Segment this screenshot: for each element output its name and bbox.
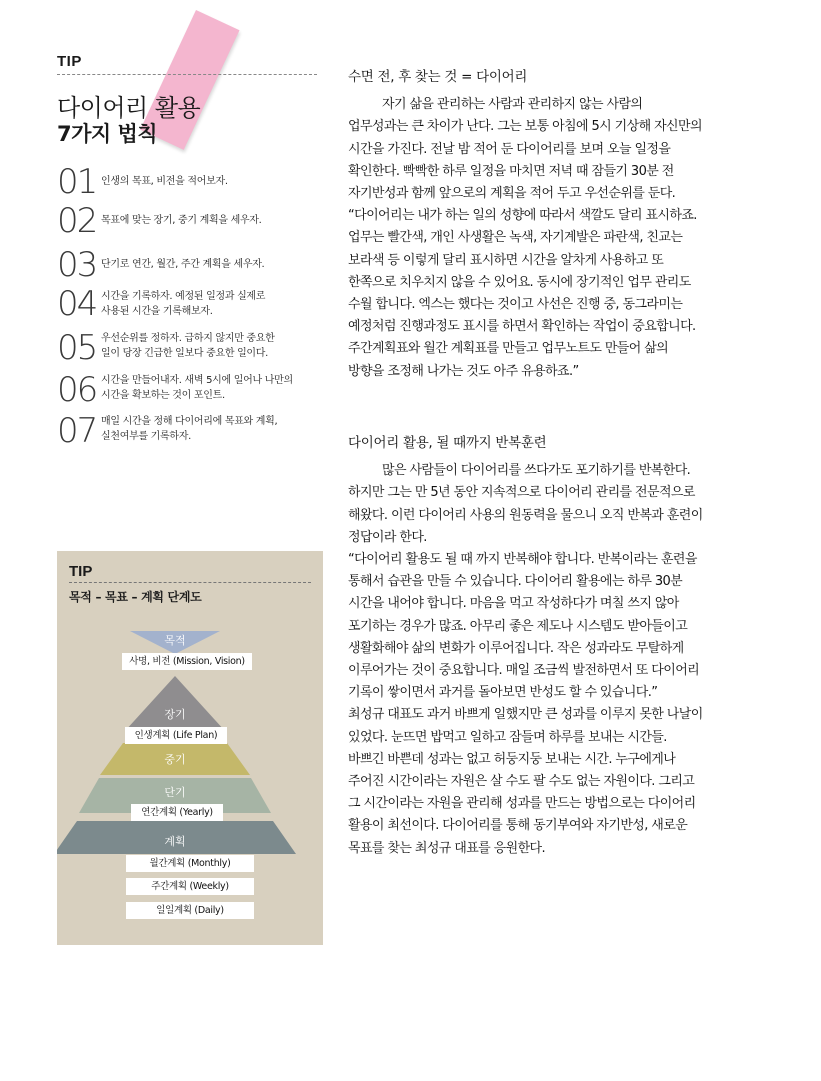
rule-text-line: 단기로 연간, 월간, 주간 계획을 세우자. <box>101 259 265 270</box>
rule-text-line: 목표에 맞는 장기, 중기 계획을 세우자. <box>101 215 262 226</box>
body-line: 그 시간이라는 자원을 관리해 성과를 만드는 방법으로는 다이어리 <box>348 796 696 812</box>
box-title: 목적 – 목표 – 계획 단계도 <box>69 590 202 604</box>
article-section-1 <box>348 66 738 383</box>
tip-label: TIP <box>57 53 82 70</box>
body-line: 업무는 빨간색, 개인 사생활은 녹색, 자기계발은 파란색, 친교는 <box>348 230 683 246</box>
body-line: 하지만 그는 만 5년 동안 지속적으로 다이어리 관리를 전문적으로 <box>348 485 695 501</box>
rule-number: 01 <box>57 162 97 202</box>
body-line: 정답이라 한다. <box>348 529 427 545</box>
tier-purpose-label: 목적 <box>164 634 186 647</box>
body-line: 자기 삶을 관리하는 사람과 관리하지 않는 사람의 <box>382 97 643 113</box>
body-line: 업무성과는 큰 차이가 난다. 그는 보통 아침에 5시 기상해 자신만의 <box>348 119 702 135</box>
rule-number: 06 <box>57 370 97 410</box>
rule-text-line: 시간을 확보하는 것이 포인트. <box>101 390 225 401</box>
rule-text <box>101 213 321 228</box>
body-line: 활용이 최선이다. 다이어리를 통해 동기부여와 자기반성, 새로운 <box>348 818 688 834</box>
section2-body <box>348 460 738 860</box>
section2-heading: 다이어리 활용, 될 때까지 반복훈련 <box>348 435 547 451</box>
rule-text-line: 실천여부를 기록하자. <box>101 431 191 442</box>
rule-text-line: 인생의 목표, 비전을 적어보자. <box>101 176 228 187</box>
body-line: 이루어가는 것이 중요합니다. 매일 조금씩 발전하면서 또 다이어리 <box>348 663 700 679</box>
section-title-line1: 다이어리 활용 <box>57 94 201 122</box>
body-line: 통해서 습관을 만들 수 있습니다. 다이어리 활용에는 하루 30분 <box>348 574 683 590</box>
plan-monthly: 월간계획 (Monthly) <box>126 855 254 872</box>
rule-text <box>101 257 321 272</box>
plan-mission: 사명, 비전 (Mission, Vision) <box>122 653 252 670</box>
body-line: 있었다. 눈뜨면 밥먹고 일하고 잠들며 하루를 보내는 시간들. <box>348 729 667 745</box>
tier-mid-label: 중기 <box>164 753 186 766</box>
plan-daily: 일일계획 (Daily) <box>126 902 254 919</box>
body-line: 포기하는 경우가 많죠. 아무리 좋은 제도나 시스템도 받아들이고 <box>348 618 688 634</box>
rule-text-line: 우선순위를 정하자. 급하지 않지만 중요한 <box>101 333 275 344</box>
rule-number: 07 <box>57 411 97 451</box>
plan-yearly: 연간계획 (Yearly) <box>131 804 223 821</box>
body-line: 수월 합니다. 엑스는 했다는 것이고 사선은 진행 중, 동그라미는 <box>348 297 683 313</box>
rule-number: 03 <box>57 245 97 285</box>
body-line: 주간계획표와 월간 계획표를 만들고 업무노트도 만들어 삶의 <box>348 341 669 357</box>
tip-divider <box>57 74 317 75</box>
rule-text-line: 일이 당장 긴급한 일보다 중요한 일이다. <box>101 348 269 359</box>
article-section-2 <box>348 432 738 860</box>
body-line: 시간을 가진다. 전날 밤 적어 둔 다이어리를 보며 오늘 일정을 <box>348 141 671 157</box>
rule-number: 02 <box>57 201 97 241</box>
rule-text <box>101 331 321 361</box>
rule-text-line: 사용된 시간을 기록해보자. <box>101 306 213 317</box>
body-line: 최성규 대표도 과거 바쁘게 일했지만 큰 성과를 이루지 못한 나날이 <box>348 707 703 723</box>
body-line: 예정처럼 진행과정도 표시를 하면서 확인하는 작업이 중요합니다. <box>348 319 696 335</box>
rule-number: 05 <box>57 328 97 368</box>
rule-text-line: 시간을 기록하자. 예정된 일정과 실제로 <box>101 291 266 302</box>
body-line: “다이어리는 내가 하는 일의 성향에 따라서 색깔도 달리 표시하죠. <box>348 208 697 224</box>
section-title-line2: 7가지 법칙 <box>57 122 158 146</box>
tier-long-shape <box>125 676 225 731</box>
body-line: 방향을 조정해 나가는 것도 아주 유용하죠.” <box>348 363 579 379</box>
rule-text <box>101 373 321 403</box>
pyramid-diagram-box <box>57 551 323 945</box>
body-line: 주어진 시간이라는 자원은 살 수도 팔 수도 없는 자원이다. 그리고 <box>348 774 695 790</box>
tier-short-label: 단기 <box>164 786 186 799</box>
rule-text-line: 시간을 만들어내자. 새벽 5시에 일어나 나만의 <box>101 375 293 386</box>
plan-weekly: 주간계획 (Weekly) <box>126 878 254 895</box>
rule-number: 04 <box>57 284 97 324</box>
body-line: 시간을 내어야 합니다. 마음을 먹고 작성하다가 며칠 쓰지 않아 <box>348 596 679 612</box>
tier-plan-label: 계획 <box>164 835 186 848</box>
body-line: 확인한다. 빡빡한 하루 일정을 마치면 저녁 때 잠들기 30분 전 <box>348 163 674 179</box>
tier-long-label: 장기 <box>164 708 186 721</box>
body-line: 해왔다. 이런 다이어리 사용의 원동력을 물으니 오직 반복과 훈련이 <box>348 507 703 523</box>
rule-text <box>101 414 321 444</box>
rule-text-line: 매일 시간을 정해 다이어리에 목표와 계획, <box>101 416 278 427</box>
body-line: 많은 사람들이 다이어리를 쓰다가도 포기하기를 반복한다. <box>382 463 691 479</box>
body-line: 기록이 쌓이면서 과거를 돌아보면 반성도 할 수 있습니다.” <box>348 685 658 701</box>
rule-text <box>101 174 321 189</box>
rule-text <box>101 289 321 319</box>
body-line: 한쪽으로 치우치지 않을 수 있어요. 동시에 장기적인 업무 관리도 <box>348 274 691 290</box>
section1-body <box>348 94 738 383</box>
body-line: 보라색 등 이렇게 달리 표시하면 시간을 알차게 사용하고 또 <box>348 252 664 268</box>
plan-life: 인생계획 (Life Plan) <box>125 727 227 744</box>
body-line: 생활화해야 삶의 변화가 이루어집니다. 작은 성과라도 무탈하게 <box>348 640 684 656</box>
box-tip-label: TIP <box>69 563 93 580</box>
body-line: “다이어리 활용도 될 때 까지 반복해야 합니다. 반복이라는 훈련을 <box>348 552 697 568</box>
body-line: 바쁘긴 바쁜데 성과는 없고 허둥지둥 보내는 시간. 누구에게나 <box>348 751 676 767</box>
body-line: 자기반성과 함께 앞으로의 계획을 적어 두고 우선순위를 둔다. <box>348 186 676 202</box>
body-line: 목표를 찾는 최성규 대표를 응원한다. <box>348 840 546 856</box>
section1-heading: 수면 전, 후 찾는 것 = 다이어리 <box>348 69 528 85</box>
